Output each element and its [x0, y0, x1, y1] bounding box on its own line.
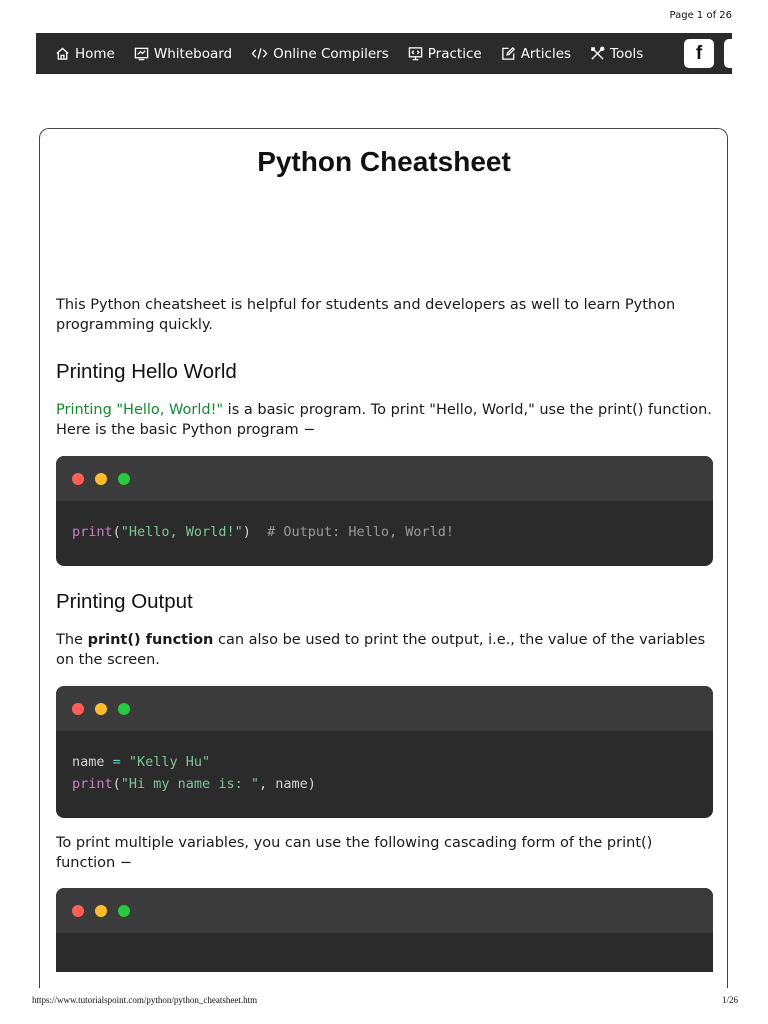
section-heading-printing-output: Printing Output: [56, 590, 193, 613]
printing-output-paragraph: [56, 630, 716, 670]
paragraph-text: can also be used to print the output, i.e., the value of the variables on the screen.: [56, 632, 706, 668]
hello-world-text: is a basic program. To print "Hello, World," use the print() function. Here is the basic Python program −: [56, 402, 712, 438]
edit-icon: [501, 46, 516, 61]
yellow-dot-icon: [95, 703, 107, 715]
code-icon: [251, 46, 268, 61]
code-token-paren: (: [112, 776, 121, 792]
home-icon: [55, 46, 70, 61]
code-block-printing-output: [56, 686, 713, 818]
whiteboard-icon: [134, 46, 149, 61]
top-navbar: [36, 33, 732, 74]
footer-page-number: 1/26: [721, 995, 738, 1005]
nav-home[interactable]: [55, 46, 115, 62]
practice-icon: [408, 46, 423, 61]
nav-practice-label: Practice: [427, 45, 482, 62]
nav-tools-label: Tools: [610, 45, 644, 62]
red-dot-icon: [72, 703, 84, 715]
intro-paragraph: This Python cheatsheet is helpful for students and developers as well to learn Python programming quickly.: [56, 297, 676, 333]
code-token-fn: print: [72, 524, 113, 540]
nav-online-compilers[interactable]: [251, 46, 389, 62]
nav-home-label: Home: [75, 45, 115, 62]
red-dot-icon: [72, 905, 84, 917]
code-token-comment: # Output: Hello, World!: [250, 524, 455, 540]
code-block-header: [56, 686, 713, 731]
nav-online-compilers-label: Online Compilers: [273, 45, 389, 62]
code-block-cascading-print: [56, 888, 713, 972]
code-block-header: [56, 456, 713, 501]
code-content[interactable]: [56, 501, 713, 543]
nav-whiteboard-label: Whiteboard: [153, 45, 233, 62]
paragraph-text: The: [56, 632, 88, 648]
code-token-paren: ): [242, 524, 251, 540]
hello-world-link[interactable]: Printing "Hello, World!": [56, 402, 224, 418]
code-token-string: "Hello, World!": [120, 524, 243, 540]
nav-articles-label: Articles: [520, 45, 572, 62]
code-line: [72, 751, 697, 773]
facebook-letter: f: [695, 42, 703, 64]
green-dot-icon: [118, 905, 130, 917]
social-icon-partial[interactable]: [724, 39, 732, 68]
code-token-string: "Hi my name is: ": [120, 776, 259, 792]
nav-whiteboard[interactable]: [134, 46, 232, 62]
yellow-dot-icon: [95, 473, 107, 485]
nav-practice[interactable]: [408, 46, 482, 62]
page-title: Python Cheatsheet: [257, 146, 511, 177]
tools-icon: [590, 46, 605, 61]
green-dot-icon: [118, 703, 130, 715]
code-token-paren: (: [112, 524, 121, 540]
code-token-string: "Kelly Hu": [120, 754, 211, 770]
code-block-header: [56, 888, 713, 933]
nav-articles[interactable]: [501, 46, 571, 62]
footer-url: https://www.tutorialspoint.com/python/python_cheatsheet.htm: [32, 995, 258, 1005]
yellow-dot-icon: [95, 905, 107, 917]
nav-tools[interactable]: [590, 46, 643, 62]
paragraph-bold-text: print() function: [87, 632, 214, 648]
code-block-hello-world: [56, 456, 713, 566]
multiple-variables-paragraph: To print multiple variables, you can use the following cascading form of the print() function −: [56, 835, 653, 871]
section-heading-hello-world: Printing Hello World: [56, 360, 237, 383]
red-dot-icon: [72, 473, 84, 485]
facebook-icon[interactable]: [684, 39, 714, 68]
code-token-operator: =: [112, 754, 121, 770]
code-line: [72, 773, 697, 795]
code-content[interactable]: [56, 731, 713, 795]
green-dot-icon: [118, 473, 130, 485]
code-token-var: name: [72, 754, 113, 770]
hello-world-paragraph: [56, 400, 716, 440]
code-token-rest: , name): [258, 776, 316, 792]
page-indicator: Page 1 of 26: [669, 10, 732, 21]
code-token-fn: print: [72, 776, 113, 792]
